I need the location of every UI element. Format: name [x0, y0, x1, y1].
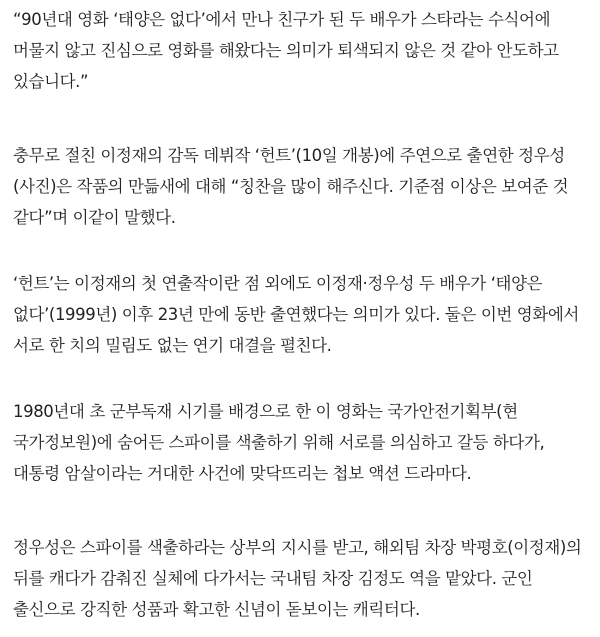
paragraph-line: “90년대 영화 ‘태양은 없다’에서 만나 친구가 된 두 배우가 스타라는 수식어에 — [13, 10, 551, 29]
paragraph-line: 같다”며 이같이 말했다. — [13, 208, 176, 227]
paragraph-line: 충무로 절친 이정재의 감독 데뷔작 ‘헌트’(10일 개봉)에 주연으로 출연한 정우성 — [13, 146, 565, 165]
paragraph-line: (사진)은 작품의 만듦새에 대해 “칭찬을 많이 해주신다. 기준점 이상은 보여준 것 — [13, 177, 569, 196]
paragraph-line: 있습니다.” — [13, 72, 89, 91]
paragraph-line: 서로 한 치의 밀림도 없는 연기 대결을 펼친다. — [13, 336, 332, 355]
paragraph-quote — [13, 4, 597, 97]
paragraph-line: 정우성은 스파이를 색출하라는 상부의 지시를 받고, 해외팀 차장 박평호(이정재)의 — [13, 538, 582, 557]
paragraph-line: 1980년대 초 군부독재 시기를 배경으로 한 이 영화는 국가안전기획부(현 — [13, 402, 518, 421]
paragraph-intro — [13, 140, 597, 233]
paragraph-significance — [13, 268, 597, 361]
paragraph-line: 출신으로 강직한 성품과 확고한 신념이 돋보이는 캐릭터다. — [13, 600, 420, 619]
paragraph-line: 대통령 암살이라는 거대한 사건에 맞닥뜨리는 첩보 액션 드라마다. — [13, 464, 472, 483]
paragraph-line: 뒤를 캐다가 감춰진 실체에 다가서는 국내팀 차장 김정도 역을 맡았다. 군인 — [13, 569, 533, 588]
paragraph-role — [13, 532, 597, 625]
paragraph-plot — [13, 396, 597, 489]
paragraph-line: 국가정보원)에 숨어든 스파이를 색출하기 위해 서로를 의심하고 갈등 하다가, — [13, 433, 545, 452]
paragraph-line: ‘헌트’는 이정재의 첫 연출작이란 점 외에도 이정재·정우성 두 배우가 ‘태양은 — [13, 274, 543, 293]
paragraph-line: 머물지 않고 진심으로 영화를 해왔다는 의미가 퇴색되지 않은 것 같아 안도하고 — [13, 41, 559, 60]
paragraph-line: 없다’(1999년) 이후 23년 만에 동반 출연했다는 의미가 있다. 둘은 이번 영화에서 — [13, 305, 579, 324]
